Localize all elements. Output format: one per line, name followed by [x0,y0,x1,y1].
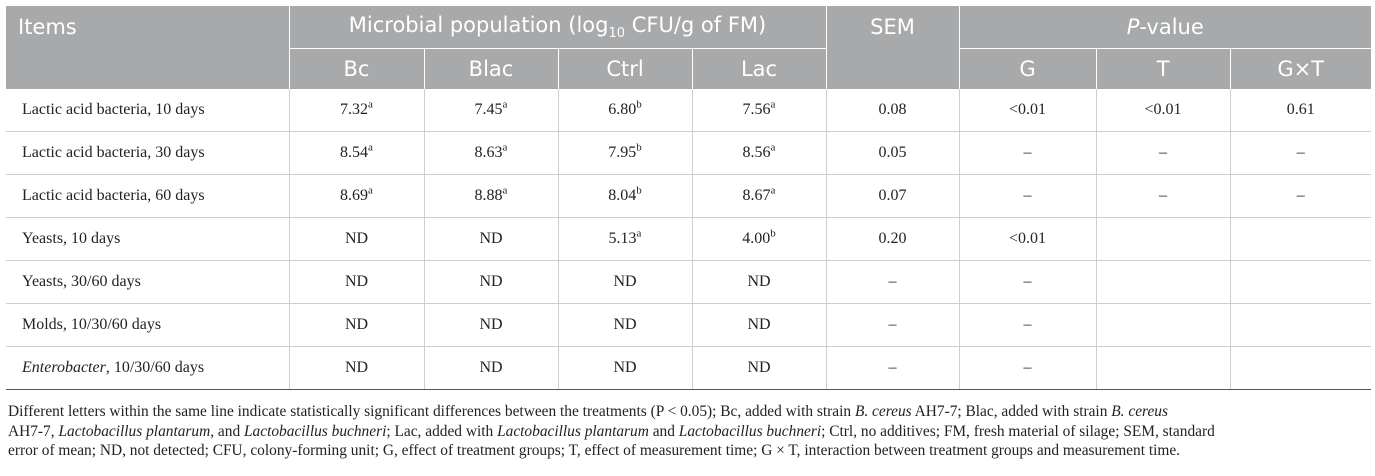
cell-lac: 8.56$^a$ [692,132,826,175]
cell-blac: ND [424,218,558,261]
table-row [6,347,1371,390]
cell-t: <0.01 [1096,89,1230,132]
cell-sem: – [826,304,959,347]
cell-g: – [959,304,1096,347]
table-row [6,261,1371,304]
cell-t [1096,261,1230,304]
cell-g: <0.01 [959,89,1096,132]
items-header: Items [6,6,289,89]
cell-bc: 8.69$^a$ [289,175,424,218]
cell-t: – [1096,132,1230,175]
footnote-line-1: Different letters within the same line indicate statistically significant differences between the treatments (P < 0.05); Bc, added with strain B. cereus AH7-7; Blac, added with strain B. cereus [8,403,1168,420]
cell-bc: ND [289,261,424,304]
row-item: Lactic acid bacteria, 30 days [6,132,289,175]
cell-t: – [1096,175,1230,218]
table-row [6,89,1371,132]
cell-sem: 0.07 [826,175,959,218]
cell-ctrl: 6.80$^b$ [558,89,692,132]
cell-blac: 8.63$^a$ [424,132,558,175]
cell-gxt [1230,218,1371,261]
cell-gxt [1230,261,1371,304]
microbial-population-table [6,6,1371,390]
row-item: Molds, 10/30/60 days [6,304,289,347]
microbial-population-header: Microbial population ($\log_{10}$ CFU/g of FM) [289,6,826,49]
table-container [6,6,1371,461]
row-item: Lactic acid bacteria, 10 days [6,89,289,132]
footnote-line-3: error of mean; ND, not detected; CFU, colony-forming unit; G, effect of treatment groups; T, effect of measurement time; G × T, interaction between treatment groups and measurement time. [8,442,1181,459]
col-gxt: G×T [1230,49,1371,90]
col-t: T [1096,49,1230,90]
cell-ctrl: 5.13$^a$ [558,218,692,261]
row-item: Yeasts, 30/60 days [6,261,289,304]
cell-blac: ND [424,347,558,390]
cell-ctrl: ND [558,261,692,304]
table-body [6,89,1371,390]
cell-gxt: – [1230,132,1371,175]
cell-gxt: 0.61 [1230,89,1371,132]
cell-sem: 0.08 [826,89,959,132]
cell-g: <0.01 [959,218,1096,261]
cell-gxt [1230,304,1371,347]
row-item: Lactic acid bacteria, 60 days [6,175,289,218]
col-bc: Bc [289,49,424,90]
cell-t [1096,218,1230,261]
table-row [6,218,1371,261]
footnote-line-2: AH7-7, Lactobacillus plantarum, and Lactobacillus buchneri; Lac, added with Lactobacillus plantarum and Lactobacillus buchneri; Ctrl, no additives; FM, fresh material of silage; SEM, standard [8,422,1215,440]
cell-lac: ND [692,304,826,347]
cell-ctrl: ND [558,347,692,390]
cell-bc: 8.54$^a$ [289,132,424,175]
cell-blac: ND [424,261,558,304]
cell-g: – [959,347,1096,390]
cell-t [1096,347,1230,390]
cell-lac: ND [692,261,826,304]
cell-sem: – [826,347,959,390]
cell-ctrl: 8.04$^b$ [558,175,692,218]
cell-blac: 7.45$^a$ [424,89,558,132]
cell-blac: 8.88$^a$ [424,175,558,218]
cell-bc: ND [289,347,424,390]
cell-sem: 0.20 [826,218,959,261]
row-item: Yeasts, 10 days [6,218,289,261]
cell-lac: 7.56$^a$ [692,89,826,132]
cell-g: – [959,261,1096,304]
cell-sem: 0.05 [826,132,959,175]
cell-ctrl: 7.95$^b$ [558,132,692,175]
cell-blac: ND [424,304,558,347]
table-row [6,132,1371,175]
row-item: Enterobacter, 10/30/60 days [6,347,289,390]
sem-header: SEM [826,6,959,89]
cell-gxt: – [1230,175,1371,218]
cell-lac: 8.67$^a$ [692,175,826,218]
cell-g: – [959,175,1096,218]
cell-bc: 7.32$^a$ [289,89,424,132]
cell-lac: ND [692,347,826,390]
cell-lac: 4.00$^b$ [692,218,826,261]
cell-sem: – [826,261,959,304]
col-g: G [959,49,1096,90]
cell-gxt [1230,347,1371,390]
table-header [6,6,1371,89]
table-row [6,175,1371,218]
table-footnote [6,402,1371,461]
col-ctrl: Ctrl [558,49,692,90]
table-row [6,304,1371,347]
col-lac: Lac [692,49,826,90]
pvalue-header: P-value [959,6,1371,49]
cell-bc: ND [289,304,424,347]
col-blac: Blac [424,49,558,90]
cell-bc: ND [289,218,424,261]
cell-t [1096,304,1230,347]
cell-ctrl: ND [558,304,692,347]
cell-g: – [959,132,1096,175]
